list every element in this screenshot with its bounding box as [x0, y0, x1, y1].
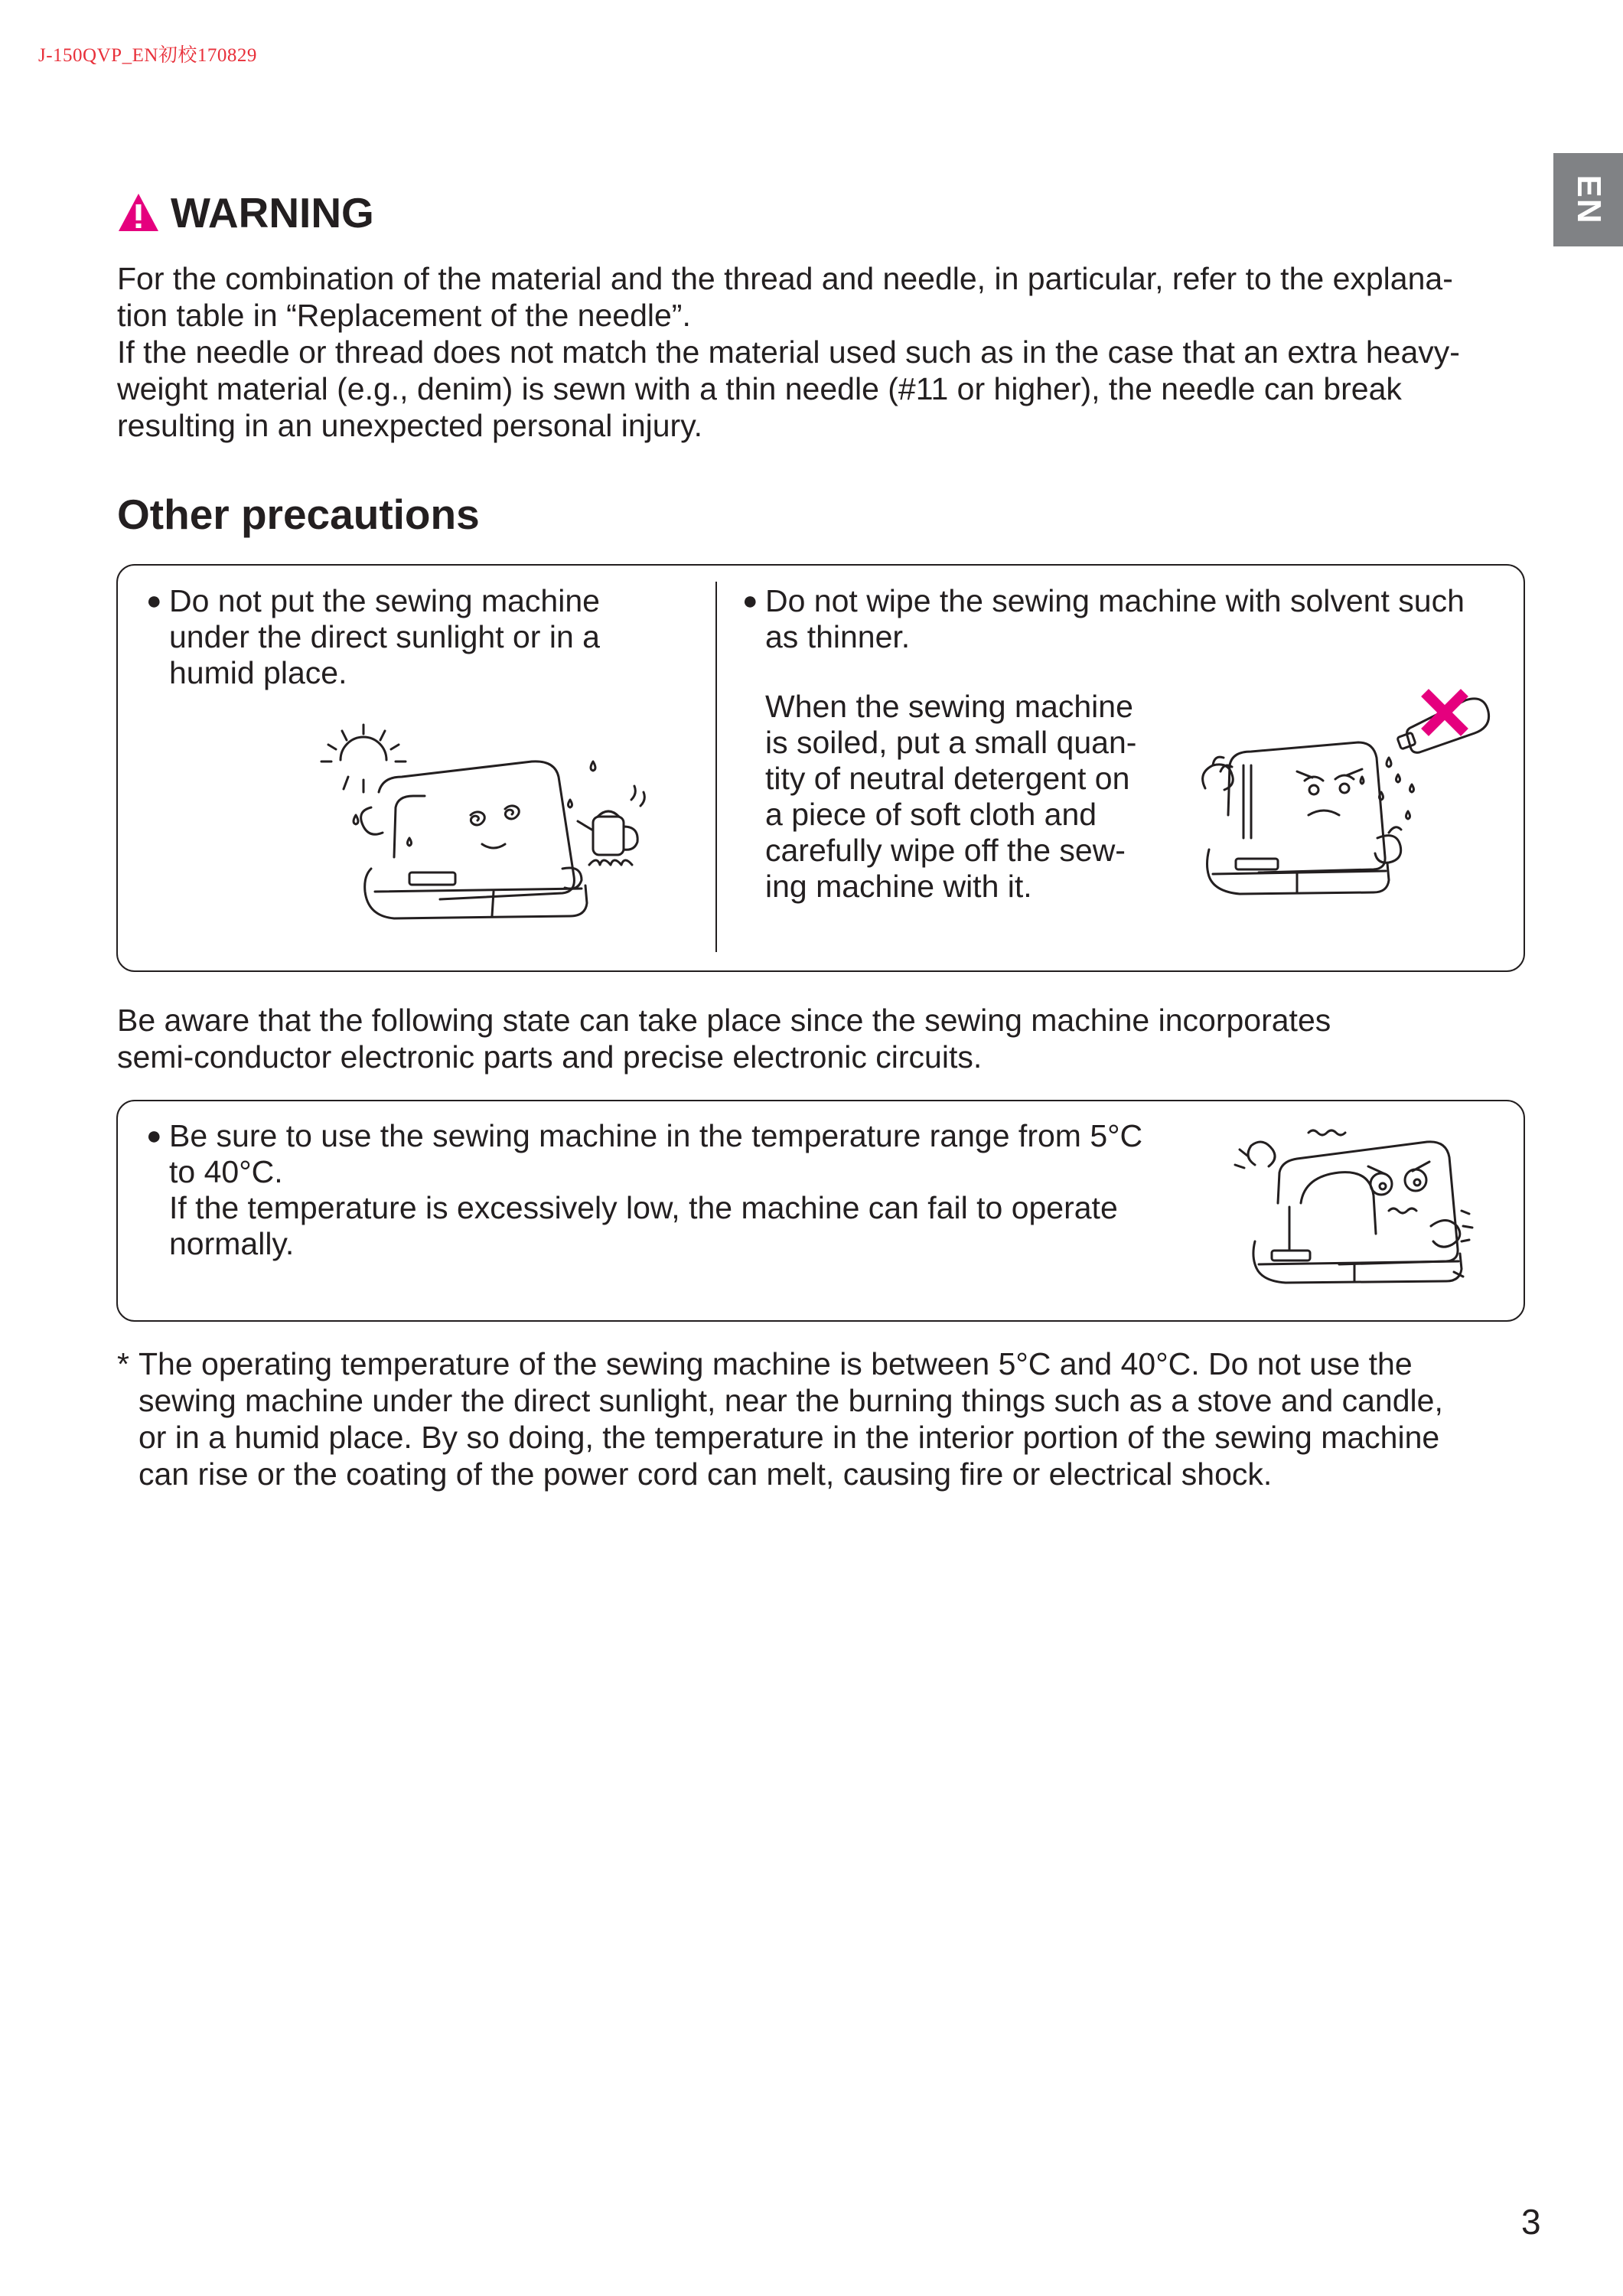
- language-tab-label: EN: [1569, 174, 1608, 225]
- temperature-line: If the temperature is excessively low, the machine can fail to operate: [169, 1190, 1118, 1225]
- footnote-marker: *: [117, 1346, 129, 1381]
- precaution-line: Do not wipe the sewing machine with solvent such: [765, 583, 1465, 618]
- warning-heading: [117, 188, 374, 237]
- detail-line: is soiled, put a small quan-: [765, 725, 1137, 760]
- detail-line: ing machine with it.: [765, 869, 1032, 904]
- detail-line: a piece of soft cloth and: [765, 797, 1097, 832]
- footnote-line: sewing machine under the direct sunlight, near the burning things such as a stove and candle,: [139, 1383, 1443, 1418]
- cold-shivering-sewing-machine-illustration: [1224, 1119, 1484, 1295]
- warning-line: If the needle or thread does not match the material used such as in the case that an extra heavy-: [117, 334, 1460, 370]
- precaution-line: Do not put the sewing machine: [169, 583, 600, 618]
- warning-line: tion table in “Replacement of the needle”.: [117, 298, 691, 333]
- precaution-line: under the direct sunlight or in a: [169, 619, 600, 654]
- detail-line: When the sewing machine: [765, 689, 1133, 724]
- footnote-line: The operating temperature of the sewing machine is between 5°C and 40°C. Do not use the: [139, 1346, 1413, 1381]
- temperature-line: Be sure to use the sewing machine in the temperature range from 5°C: [169, 1118, 1143, 1153]
- temperature-line: to 40°C.: [169, 1154, 283, 1189]
- electronics-line: semi-conductor electronic parts and precise electronic circuits.: [117, 1039, 983, 1075]
- precaution-left-text: [146, 583, 600, 691]
- page-number: 3: [1521, 2202, 1541, 2242]
- precaution-right-detail: [765, 689, 1136, 905]
- electronics-note: [117, 1002, 1525, 1075]
- detail-line: tity of neutral detergent on: [765, 761, 1130, 796]
- bullet-dot: ●: [146, 1121, 162, 1150]
- temperature-line: normally.: [169, 1226, 295, 1261]
- warning-line: For the combination of the material and the thread and needle, in particular, refer to the explana-: [117, 261, 1453, 296]
- temperature-text: [146, 1118, 1143, 1262]
- file-label: J-150QVP_EN初校170829: [38, 45, 257, 66]
- detail-line: carefully wipe off the sew-: [765, 833, 1126, 868]
- footnote-body: [139, 1345, 1443, 1492]
- precautions-divider: [715, 582, 717, 952]
- precaution-right-text: [742, 583, 1465, 655]
- footnote-line: can rise or the coating of the power cord can melt, causing fire or electrical shock.: [139, 1456, 1273, 1492]
- warning-line: weight material (e.g., denim) is sewn with a thin needle (#11 or higher), the needle can break: [117, 371, 1402, 406]
- warning-paragraph: [117, 260, 1525, 444]
- warning-title: WARNING: [171, 189, 374, 236]
- precaution-line: as thinner.: [765, 619, 911, 654]
- sun-humidity-sewing-machine-illustration: [310, 716, 647, 930]
- warning-triangle-icon: [117, 191, 160, 234]
- section-title-other-precautions: Other precautions: [117, 491, 480, 538]
- bullet-dot: ●: [742, 586, 758, 615]
- language-tab: [1553, 153, 1623, 246]
- electronics-line: Be aware that the following state can take place since the sewing machine incorporates: [117, 1003, 1331, 1038]
- no-solvent-sewing-machine-illustration: [1182, 681, 1504, 911]
- warning-line: resulting in an unexpected personal injury.: [117, 408, 703, 443]
- footnote-line: or in a humid place. By so doing, the temperature in the interior portion of the sewing machine: [139, 1420, 1440, 1455]
- precaution-line: humid place.: [169, 655, 347, 690]
- bullet-dot: ●: [146, 586, 162, 615]
